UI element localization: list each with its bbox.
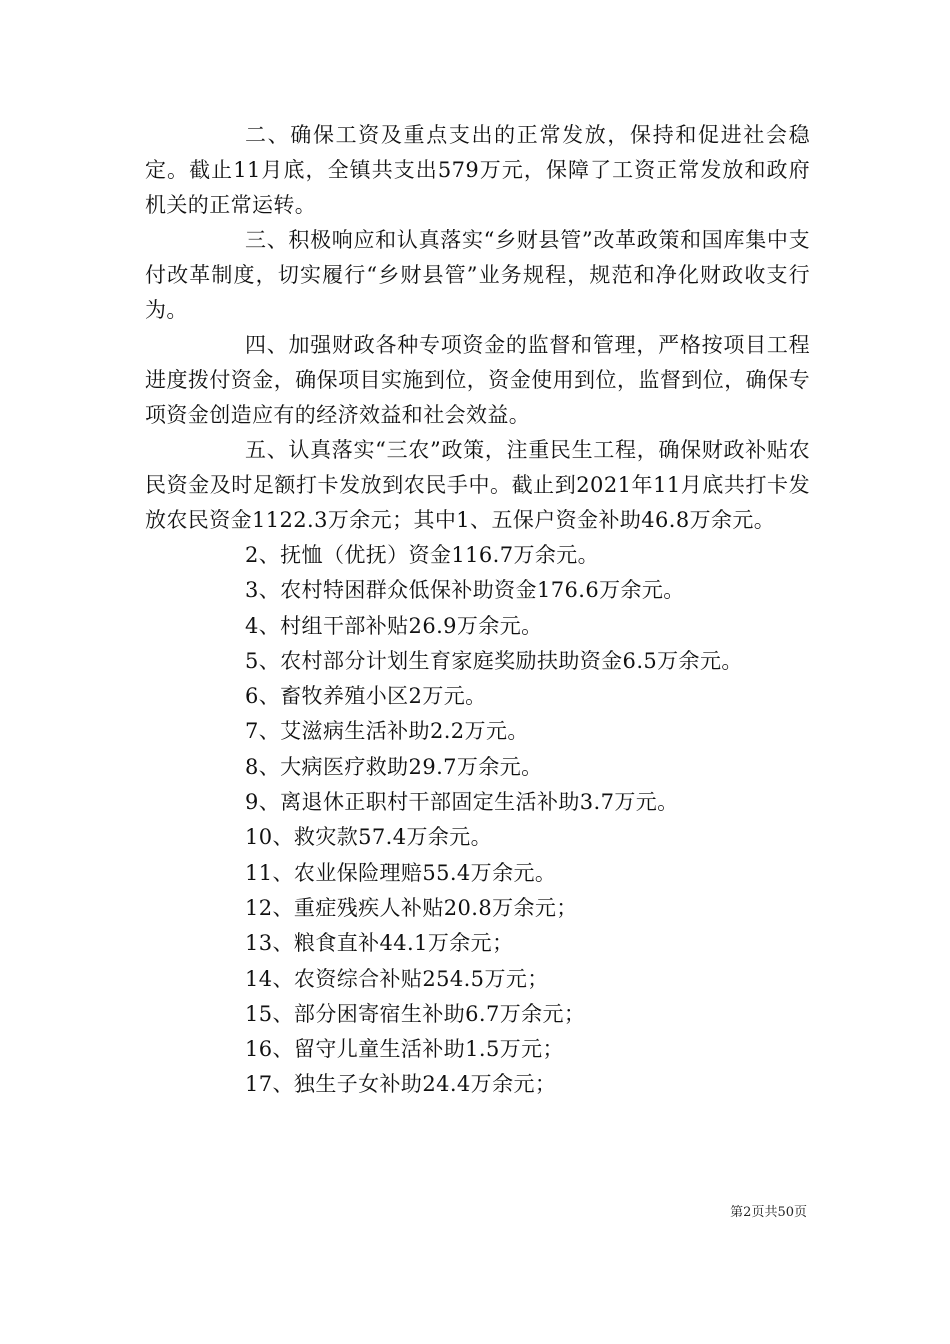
- page-number: 第2页共50页: [730, 1205, 807, 1220]
- list-item: 11、农业保险理赔55.4万余元。: [245, 860, 557, 885]
- list-item: 4、村组干部补贴26.9万余元。: [245, 613, 543, 638]
- list-item: 14、农资综合补贴254.5万元；: [245, 966, 549, 991]
- list-item: 6、畜牧养殖小区2万元。: [245, 684, 487, 709]
- list-item: 2、抚恤（优抚）资金116.7万余元。: [245, 543, 600, 567]
- list-item: 3、农村特困群众低保补助资金176.6万余元。: [245, 578, 685, 603]
- subsidy-list: [145, 538, 810, 1103]
- paragraph-3: 三、积极响应和认真落实“乡财县管”改革政策和国库集中支付改革制度，切实履行“乡财县管”业务规程，规范和净化财政收支行为。: [145, 228, 810, 322]
- list-item: 8、大病医疗救助29.7万余元。: [245, 754, 543, 779]
- paragraph-4: 四、加强财政各种专项资金的监督和管理，严格按项目工程进度拨付资金，确保项目实施到位，资金使用到位，监督到位，确保专项资金创造应有的经济效益和社会效益。: [145, 333, 810, 427]
- list-item: 5、农村部分计划生育家庭奖励扶助资金6.5万余元。: [245, 648, 743, 673]
- paragraph-2: 二、确保工资及重点支出的正常发放，保持和促进社会稳定。截止11月底，全镇共支出579万元，保障了工资正常发放和政府机关的正常运转。: [145, 123, 810, 217]
- list-item: 13、粮食直补44.1万余元；: [245, 931, 514, 956]
- list-item: 7、艾滋病生活补助2.2万元。: [245, 719, 529, 744]
- document-body: [145, 118, 810, 1103]
- list-item: 17、独生子女补助24.4万余元；: [245, 1072, 557, 1097]
- list-item: 16、留守儿童生活补助1.5万元；: [245, 1037, 564, 1062]
- paragraph-5: 五、认真落实“三农”政策，注重民生工程，确保财政补贴农民资金及时足额打卡发放到农民手中。截止到2021年11月底共打卡发放农民资金1122.3万余元；其中1、五保户资金补助46.8万余元。: [145, 438, 810, 532]
- list-item: 12、重症残疾人补贴20.8万余元；: [245, 895, 578, 920]
- list-item: 9、离退休正职村干部固定生活补助3.7万元。: [245, 790, 679, 815]
- list-item: 10、救灾款57.4万余元。: [245, 825, 493, 850]
- list-item: 15、部分困寄宿生补助6.7万余元；: [245, 1001, 586, 1026]
